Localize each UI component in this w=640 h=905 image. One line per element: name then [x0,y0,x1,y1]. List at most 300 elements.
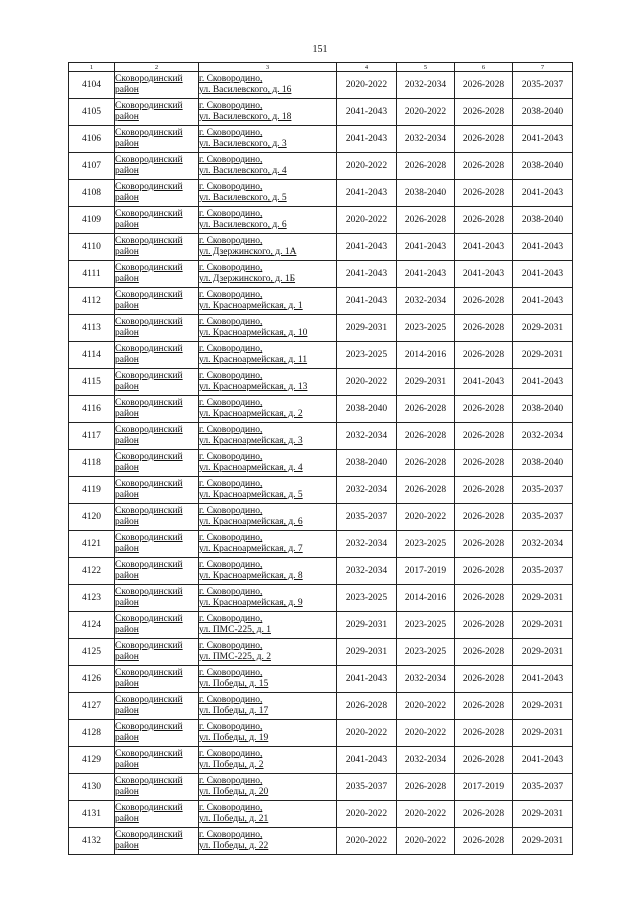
district-line: район [115,193,139,203]
district-line: район [115,139,139,149]
row-number-cell: 4108 [69,180,115,207]
address-line: г. Сковородино, [199,803,263,813]
district-line: район [115,328,139,338]
address-line: г. Сковородино, [199,155,263,165]
table-row [69,72,573,99]
address-line: ул. Василевского, д. 6 [199,220,287,230]
period-cell-y6: 2026-2028 [455,342,513,369]
period-cell-y7: 2041-2043 [513,180,573,207]
district-cell [115,369,199,396]
period-cell-y7: 2041-2043 [513,234,573,261]
address-cell [199,639,337,666]
period-cell-y6: 2026-2028 [455,288,513,315]
district-line: Сковородинский [115,722,183,732]
period-cell-y7: 2041-2043 [513,666,573,693]
period-cell-y7: 2038-2040 [513,450,573,477]
address-line: ул. Победы, д. 20 [199,787,269,797]
address-line: г. Сковородино, [199,641,263,651]
address-cell [199,504,337,531]
period-cell-y4: 2041-2043 [337,261,397,288]
table-row [69,99,573,126]
district-line: район [115,814,139,824]
column-number-header: 7 [513,63,573,72]
district-cell [115,774,199,801]
table-row [69,531,573,558]
column-number-row [69,63,573,72]
district-line: Сковородинский [115,749,183,759]
period-cell-y7: 2038-2040 [513,396,573,423]
table-row [69,639,573,666]
period-cell-y6: 2026-2028 [455,207,513,234]
table-row [69,828,573,855]
district-cell [115,477,199,504]
district-line: район [115,787,139,797]
district-line: Сковородинский [115,425,183,435]
table-row [69,477,573,504]
period-cell-y4: 2041-2043 [337,180,397,207]
row-number-cell: 4109 [69,207,115,234]
address-line: г. Сковородино, [199,506,263,516]
column-number-header: 5 [397,63,455,72]
address-line: г. Сковородино, [199,182,263,192]
district-cell [115,504,199,531]
row-number-cell: 4129 [69,747,115,774]
address-line: ул. ПМС-225, д. 1 [199,625,271,635]
district-cell [115,666,199,693]
address-cell [199,288,337,315]
row-number-cell: 4115 [69,369,115,396]
period-cell-y5: 2026-2028 [397,774,455,801]
period-cell-y6: 2041-2043 [455,369,513,396]
row-number-cell: 4107 [69,153,115,180]
row-number-cell: 4127 [69,693,115,720]
district-cell [115,342,199,369]
row-number-cell: 4117 [69,423,115,450]
address-cell [199,261,337,288]
address-line: ул. Победы, д. 19 [199,733,269,743]
period-cell-y5: 2041-2043 [397,261,455,288]
district-line: район [115,247,139,257]
address-line: г. Сковородино, [199,317,263,327]
period-cell-y7: 2032-2034 [513,423,573,450]
address-cell [199,315,337,342]
period-cell-y6: 2041-2043 [455,261,513,288]
district-line: Сковородинский [115,695,183,705]
row-number-cell: 4104 [69,72,115,99]
address-line: ул. Красноармейская, д. 10 [199,328,308,338]
address-cell [199,666,337,693]
period-cell-y7: 2035-2037 [513,477,573,504]
table-row [69,801,573,828]
period-cell-y4: 2020-2022 [337,801,397,828]
table-row [69,207,573,234]
district-line: район [115,733,139,743]
row-number-cell: 4112 [69,288,115,315]
address-cell [199,585,337,612]
period-cell-y7: 2029-2031 [513,801,573,828]
column-number-header: 3 [199,63,337,72]
address-line: г. Сковородино, [199,290,263,300]
address-cell [199,558,337,585]
period-cell-y6: 2026-2028 [455,99,513,126]
district-line: район [115,490,139,500]
district-cell [115,180,199,207]
address-cell [199,774,337,801]
address-cell [199,207,337,234]
district-cell [115,72,199,99]
period-cell-y4: 2032-2034 [337,423,397,450]
district-cell [115,450,199,477]
period-cell-y4: 2023-2025 [337,585,397,612]
period-cell-y5: 2032-2034 [397,666,455,693]
district-line: Сковородинский [115,371,183,381]
district-line: район [115,274,139,284]
address-line: г. Сковородино, [199,749,263,759]
period-cell-y6: 2026-2028 [455,477,513,504]
period-cell-y7: 2029-2031 [513,693,573,720]
period-cell-y6: 2026-2028 [455,666,513,693]
period-cell-y5: 2014-2016 [397,585,455,612]
address-line: г. Сковородино, [199,344,263,354]
period-cell-y4: 2035-2037 [337,774,397,801]
period-cell-y4: 2020-2022 [337,207,397,234]
period-cell-y4: 2020-2022 [337,153,397,180]
address-line: ул. Красноармейская, д. 11 [199,355,308,365]
table-row [69,423,573,450]
district-line: район [115,544,139,554]
period-cell-y5: 2032-2034 [397,126,455,153]
district-line: Сковородинский [115,506,183,516]
table-row [69,288,573,315]
period-cell-y7: 2035-2037 [513,774,573,801]
district-cell [115,423,199,450]
district-cell [115,801,199,828]
address-line: ул. Василевского, д. 3 [199,139,287,149]
district-cell [115,207,199,234]
district-line: район [115,571,139,581]
address-line: г. Сковородино, [199,263,263,273]
table-row [69,369,573,396]
period-cell-y5: 2020-2022 [397,693,455,720]
district-line: район [115,625,139,635]
period-cell-y4: 2038-2040 [337,396,397,423]
column-number-header: 4 [337,63,397,72]
address-cell [199,693,337,720]
district-cell [115,747,199,774]
address-line: г. Сковородино, [199,533,263,543]
row-number-cell: 4125 [69,639,115,666]
address-line: ул. Василевского, д. 5 [199,193,287,203]
address-line: г. Сковородино, [199,560,263,570]
address-line: г. Сковородино, [199,101,263,111]
address-cell [199,801,337,828]
address-line: г. Сковородино, [199,830,263,840]
district-line: Сковородинский [115,128,183,138]
row-number-cell: 4131 [69,801,115,828]
row-number-cell: 4132 [69,828,115,855]
period-cell-y6: 2026-2028 [455,315,513,342]
address-line: г. Сковородино, [199,722,263,732]
district-line: район [115,436,139,446]
district-line: Сковородинский [115,182,183,192]
row-number-cell: 4118 [69,450,115,477]
address-cell [199,747,337,774]
period-cell-y7: 2035-2037 [513,72,573,99]
address-line: г. Сковородино, [199,209,263,219]
table-row [69,261,573,288]
district-line: Сковородинский [115,155,183,165]
district-cell [115,720,199,747]
period-cell-y4: 2032-2034 [337,477,397,504]
district-line: Сковородинский [115,560,183,570]
period-cell-y6: 2026-2028 [455,423,513,450]
table-row [69,315,573,342]
period-cell-y6: 2026-2028 [455,450,513,477]
row-number-cell: 4126 [69,666,115,693]
address-line: ул. Василевского, д. 16 [199,85,292,95]
district-cell [115,126,199,153]
table-row [69,585,573,612]
row-number-cell: 4113 [69,315,115,342]
district-line: район [115,85,139,95]
address-cell [199,153,337,180]
address-line: ул. Красноармейская, д. 1 [199,301,303,311]
district-line: Сковородинский [115,587,183,597]
period-cell-y7: 2035-2037 [513,504,573,531]
address-cell [199,477,337,504]
row-number-cell: 4122 [69,558,115,585]
address-line: ул. Красноармейская, д. 9 [199,598,303,608]
district-line: район [115,112,139,122]
period-cell-y4: 2032-2034 [337,558,397,585]
period-cell-y7: 2038-2040 [513,99,573,126]
period-cell-y6: 2026-2028 [455,828,513,855]
period-cell-y6: 2041-2043 [455,234,513,261]
table-row [69,180,573,207]
district-line: Сковородинский [115,533,183,543]
period-cell-y7: 2035-2037 [513,558,573,585]
table-row [69,720,573,747]
period-cell-y7: 2029-2031 [513,585,573,612]
address-line: г. Сковородино, [199,452,263,462]
period-cell-y7: 2029-2031 [513,342,573,369]
district-line: Сковородинский [115,236,183,246]
address-line: г. Сковородино, [199,371,263,381]
period-cell-y6: 2026-2028 [455,558,513,585]
address-line: г. Сковородино, [199,479,263,489]
period-cell-y6: 2026-2028 [455,747,513,774]
address-cell [199,72,337,99]
district-line: район [115,598,139,608]
address-line: г. Сковородино, [199,587,263,597]
address-cell [199,342,337,369]
district-line: район [115,409,139,419]
table-row [69,342,573,369]
address-line: г. Сковородино, [199,668,263,678]
row-number-cell: 4116 [69,396,115,423]
district-line: Сковородинский [115,74,183,84]
address-line: ул. Красноармейская, д. 4 [199,463,303,473]
district-line: Сковородинский [115,317,183,327]
district-line: Сковородинский [115,263,183,273]
period-cell-y5: 2020-2022 [397,801,455,828]
period-cell-y5: 2026-2028 [397,450,455,477]
district-line: район [115,463,139,473]
period-cell-y4: 2041-2043 [337,234,397,261]
period-cell-y7: 2041-2043 [513,288,573,315]
period-cell-y5: 2020-2022 [397,828,455,855]
table-row [69,396,573,423]
period-cell-y7: 2041-2043 [513,369,573,396]
row-number-cell: 4114 [69,342,115,369]
address-line: г. Сковородино, [199,695,263,705]
period-cell-y5: 2017-2019 [397,558,455,585]
row-number-cell: 4120 [69,504,115,531]
address-cell [199,396,337,423]
district-cell [115,639,199,666]
period-cell-y7: 2029-2031 [513,315,573,342]
address-cell [199,126,337,153]
register-table [68,62,573,855]
row-number-cell: 4130 [69,774,115,801]
period-cell-y5: 2038-2040 [397,180,455,207]
address-line: ул. Красноармейская, д. 13 [199,382,308,392]
address-cell [199,612,337,639]
period-cell-y5: 2041-2043 [397,234,455,261]
period-cell-y4: 2041-2043 [337,288,397,315]
district-line: район [115,166,139,176]
row-number-cell: 4123 [69,585,115,612]
period-cell-y4: 2035-2037 [337,504,397,531]
row-number-cell: 4111 [69,261,115,288]
period-cell-y7: 2038-2040 [513,153,573,180]
column-number-header: 1 [69,63,115,72]
district-line: Сковородинский [115,641,183,651]
address-cell [199,828,337,855]
register-table-body [69,63,573,855]
district-line: район [115,841,139,851]
district-cell [115,261,199,288]
district-cell [115,153,199,180]
district-cell [115,99,199,126]
row-number-cell: 4128 [69,720,115,747]
column-number-header: 2 [115,63,199,72]
period-cell-y7: 2038-2040 [513,207,573,234]
district-cell [115,693,199,720]
period-cell-y7: 2029-2031 [513,612,573,639]
period-cell-y6: 2017-2019 [455,774,513,801]
address-line: ул. Красноармейская, д. 5 [199,490,303,500]
address-cell [199,180,337,207]
period-cell-y4: 2041-2043 [337,99,397,126]
period-cell-y5: 2029-2031 [397,369,455,396]
period-cell-y5: 2020-2022 [397,720,455,747]
period-cell-y5: 2020-2022 [397,504,455,531]
address-cell [199,99,337,126]
address-cell [199,450,337,477]
address-line: г. Сковородино, [199,128,263,138]
district-line: район [115,679,139,689]
address-line: ул. Победы, д. 15 [199,679,269,689]
district-cell [115,828,199,855]
address-line: ул. Дзержинского, д. 1А [199,247,297,257]
address-line: г. Сковородино, [199,614,263,624]
period-cell-y4: 2020-2022 [337,720,397,747]
period-cell-y4: 2032-2034 [337,531,397,558]
period-cell-y6: 2026-2028 [455,504,513,531]
address-line: г. Сковородино, [199,425,263,435]
table-row [69,612,573,639]
district-line: Сковородинский [115,344,183,354]
district-line: Сковородинский [115,209,183,219]
district-line: Сковородинский [115,776,183,786]
district-line: район [115,382,139,392]
address-line: ул. Красноармейская, д. 2 [199,409,303,419]
table-row [69,450,573,477]
district-line: Сковородинский [115,803,183,813]
row-number-cell: 4121 [69,531,115,558]
address-line: ул. Победы, д. 22 [199,841,269,851]
period-cell-y4: 2038-2040 [337,450,397,477]
row-number-cell: 4106 [69,126,115,153]
period-cell-y6: 2026-2028 [455,639,513,666]
period-cell-y5: 2032-2034 [397,747,455,774]
address-line: г. Сковородино, [199,236,263,246]
district-line: район [115,517,139,527]
period-cell-y6: 2026-2028 [455,585,513,612]
district-line: район [115,760,139,770]
period-cell-y7: 2029-2031 [513,828,573,855]
period-cell-y4: 2041-2043 [337,126,397,153]
period-cell-y6: 2026-2028 [455,153,513,180]
period-cell-y5: 2026-2028 [397,153,455,180]
period-cell-y7: 2041-2043 [513,261,573,288]
table-row [69,666,573,693]
district-line: Сковородинский [115,614,183,624]
address-line: г. Сковородино, [199,398,263,408]
district-line: Сковородинский [115,101,183,111]
district-line: Сковородинский [115,479,183,489]
table-row [69,774,573,801]
period-cell-y5: 2032-2034 [397,72,455,99]
period-cell-y5: 2026-2028 [397,423,455,450]
district-line: Сковородинский [115,668,183,678]
address-line: ул. Победы, д. 17 [199,706,269,716]
period-cell-y5: 2014-2016 [397,342,455,369]
period-cell-y7: 2041-2043 [513,747,573,774]
period-cell-y4: 2041-2043 [337,747,397,774]
period-cell-y5: 2023-2025 [397,639,455,666]
address-line: ул. Победы, д. 21 [199,814,269,824]
period-cell-y4: 2020-2022 [337,72,397,99]
address-cell [199,234,337,261]
district-line: район [115,220,139,230]
period-cell-y7: 2041-2043 [513,126,573,153]
period-cell-y4: 2023-2025 [337,342,397,369]
table-row [69,504,573,531]
address-line: ул. Красноармейская, д. 8 [199,571,303,581]
district-line: район [115,355,139,365]
address-line: г. Сковородино, [199,74,263,84]
address-line: ул. Дзержинского, д. 1Б [199,274,296,284]
district-line: район [115,652,139,662]
period-cell-y4: 2020-2022 [337,369,397,396]
period-cell-y5: 2026-2028 [397,477,455,504]
district-cell [115,396,199,423]
period-cell-y7: 2029-2031 [513,639,573,666]
address-line: ул. Красноармейская, д. 6 [199,517,303,527]
page-number: 151 [312,44,328,55]
